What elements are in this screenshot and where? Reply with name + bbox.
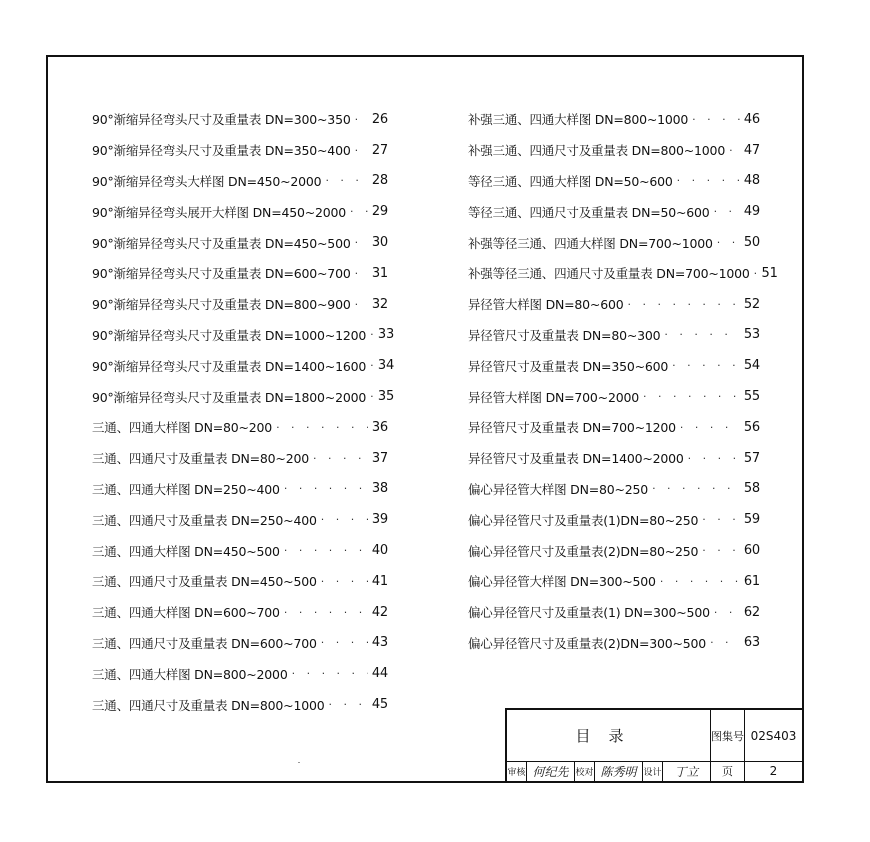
toc-entry-page: 29: [371, 204, 388, 220]
toc-entry: [468, 566, 760, 597]
toc-entry-page: 30: [371, 235, 388, 251]
toc-entry-page: 36: [371, 419, 388, 435]
dot-leader: [710, 205, 740, 218]
toc-entry: [92, 474, 388, 505]
toc-entry-page: 53: [743, 327, 760, 343]
dot-leader: [684, 452, 740, 465]
toc-entry-page: 31: [371, 265, 388, 281]
dot-leader: [321, 174, 368, 187]
toc-entry: [92, 535, 388, 566]
toc-entry: [92, 320, 395, 351]
dot-leader: [698, 513, 740, 526]
toc-entry-page: 26: [371, 111, 388, 127]
page-number: 2: [769, 764, 778, 778]
dot-leader: [668, 359, 740, 372]
toc-entry-page: 58: [743, 481, 760, 497]
dot-leader: [656, 575, 740, 588]
toc-entry-title: 三通、四通大样图 DN=80~200: [92, 420, 273, 436]
toc-entry-title: 补强等径三通、四通尺寸及重量表 DN=700~1000: [468, 266, 750, 282]
toc-entry-page: 32: [371, 296, 388, 312]
design-signature: 丁立: [663, 761, 711, 781]
toc-entry-title: 异径管尺寸及重量表 DN=350~600: [468, 358, 669, 374]
toc-entry: [92, 381, 395, 412]
toc-entry-title: 90°渐缩异径弯头尺寸及重量表 DN=1000~1200: [92, 327, 367, 343]
toc-entry-title: 三通、四通大样图 DN=250~400: [92, 481, 280, 497]
toc-entry-page: 35: [377, 389, 395, 405]
toc-entry-page: 50: [743, 235, 760, 251]
toc-entry: [92, 566, 388, 597]
toc-entry-page: 51: [761, 265, 778, 281]
toc-entry: [468, 381, 760, 412]
toc-entry-page: 63: [743, 635, 760, 651]
toc-entry: [468, 227, 760, 258]
toc-entry: [92, 166, 388, 197]
dot-leader: [366, 328, 374, 341]
dot-leader: [698, 544, 740, 557]
toc-entry: [92, 289, 388, 320]
toc-entry-title: 补强三通、四通尺寸及重量表 DN=800~1000: [468, 143, 726, 159]
toc-entry-title: 90°渐缩异径弯头尺寸及重量表 DN=1400~1600: [92, 358, 367, 374]
dot-leader: [346, 205, 368, 218]
toc-entry-page: 48: [743, 173, 760, 189]
dot-leader: [366, 390, 374, 403]
dot-leader: [351, 236, 368, 249]
atlas-number-label: 图集号: [711, 710, 745, 761]
check-signature: 陈秀明: [595, 761, 643, 781]
page-label: 页: [711, 761, 745, 781]
toc-entry-page: 45: [371, 697, 388, 713]
dot-leader: [317, 575, 368, 588]
title-block: [505, 708, 802, 781]
toc-entry: [468, 135, 760, 166]
toc-entry-page: 34: [377, 358, 395, 374]
toc-entry-title: 90°渐缩异径弯头尺寸及重量表 DN=1800~2000: [92, 389, 367, 405]
toc-entry: [92, 412, 388, 443]
toc-entry-title: 90°渐缩异径弯头大样图 DN=450~2000: [92, 173, 322, 189]
toc-entry-page: 40: [371, 543, 388, 559]
dot-leader: [288, 667, 368, 680]
toc-entry: [468, 350, 760, 381]
toc-entry-page: 27: [371, 142, 388, 158]
toc-entry: [92, 504, 388, 535]
toc-entry-title: 偏心异径管尺寸及重量表(1)DN=80~250: [468, 512, 699, 528]
toc-entry: [468, 166, 760, 197]
toc-entry-page: 37: [371, 450, 388, 466]
sheet-title: 目录: [507, 710, 711, 761]
toc-entry-title: 补强三通、四通大样图 DN=800~1000: [468, 112, 689, 128]
scan-speck: [298, 762, 300, 763]
toc-entry-title: 90°渐缩异径弯头尺寸及重量表 DN=300~350: [92, 112, 351, 128]
toc-entry-title: 等径三通、四通大样图 DN=50~600: [468, 173, 673, 189]
dot-leader: [706, 636, 740, 649]
toc-entry: [468, 289, 760, 320]
design-label: 设计: [643, 761, 663, 781]
toc-entry-title: 异径管尺寸及重量表 DN=1400~2000: [468, 451, 684, 467]
toc-entry-page: 61: [743, 573, 760, 589]
toc-entry-page: 38: [371, 481, 388, 497]
title-block-signature-row: [507, 761, 802, 781]
toc-entry: [92, 196, 388, 227]
toc-entry: [92, 628, 388, 659]
review-label: 审核: [507, 761, 527, 781]
toc-entry-title: 三通、四通尺寸及重量表 DN=450~500: [92, 574, 317, 590]
toc-entry-title: 90°渐缩异径弯头尺寸及重量表 DN=800~900: [92, 297, 351, 313]
toc-entry-page: 28: [371, 173, 388, 189]
toc-entry-page: 62: [743, 604, 760, 620]
toc-entry-title: 90°渐缩异径弯头尺寸及重量表 DN=450~500: [92, 235, 351, 251]
toc-entry-title: 偏心异径管尺寸及重量表(2)DN=300~500: [468, 635, 707, 651]
toc-entry: [92, 135, 388, 166]
review-signature: 何纪先: [527, 761, 575, 781]
toc-entry: [468, 504, 760, 535]
dot-leader: [280, 544, 368, 557]
toc-entry: [468, 104, 760, 135]
toc-entry: [92, 350, 395, 381]
dot-leader: [309, 452, 368, 465]
toc-right-column: [468, 104, 778, 658]
dot-leader: [280, 482, 368, 495]
toc-entry: [468, 597, 760, 628]
toc-entry-title: 三通、四通尺寸及重量表 DN=800~1000: [92, 697, 325, 713]
toc-entry-page: 55: [743, 389, 760, 405]
toc-entry-page: 46: [743, 111, 760, 127]
dot-leader: [280, 606, 368, 619]
toc-entry-title: 90°渐缩异径弯头尺寸及重量表 DN=600~700: [92, 266, 351, 282]
toc-entry-title: 异径管大样图 DN=700~2000: [468, 389, 639, 405]
dot-leader: [713, 236, 740, 249]
toc-entry-page: 59: [743, 512, 760, 528]
toc-entry-title: 三通、四通尺寸及重量表 DN=80~200: [92, 451, 309, 467]
toc-entry-page: 60: [743, 543, 760, 559]
toc-entry: [468, 535, 760, 566]
toc-entry-page: 44: [371, 666, 388, 682]
toc-entry-page: 49: [743, 204, 760, 220]
toc-entry-title: 异径管尺寸及重量表 DN=700~1200: [468, 420, 676, 436]
toc-entry-title: 异径管尺寸及重量表 DN=80~300: [468, 327, 661, 343]
toc-entry: [468, 196, 760, 227]
toc-entry: [92, 258, 388, 289]
dot-leader: [676, 421, 740, 434]
dot-leader: [351, 298, 368, 311]
toc-entry-title: 三通、四通尺寸及重量表 DN=250~400: [92, 512, 317, 528]
dot-leader: [648, 482, 740, 495]
toc-entry: [468, 474, 760, 505]
dot-leader: [710, 606, 740, 619]
dot-leader: [324, 698, 368, 711]
dot-leader: [725, 144, 740, 157]
toc-entry-page: 54: [743, 358, 760, 374]
check-label: 校对: [575, 761, 595, 781]
toc-entry: [92, 104, 388, 135]
toc-entry-title: 90°渐缩异径弯头尺寸及重量表 DN=350~400: [92, 143, 351, 159]
toc-entry-title: 偏心异径管尺寸及重量表(2)DN=80~250: [468, 543, 699, 559]
toc-entry-page: 43: [371, 635, 388, 651]
toc-entry: [468, 412, 760, 443]
dot-leader: [351, 267, 368, 280]
toc-entry: [92, 443, 388, 474]
toc-entry-page: 56: [743, 419, 760, 435]
toc-entry-page: 57: [743, 450, 760, 466]
toc-entry: [468, 628, 760, 659]
toc-entry-page: 42: [371, 604, 388, 620]
toc-entry-title: 偏心异径管大样图 DN=300~500: [468, 574, 656, 590]
toc-entry-title: 三通、四通大样图 DN=450~500: [92, 543, 280, 559]
dot-leader: [750, 267, 758, 280]
toc-entry-page: 39: [371, 512, 388, 528]
atlas-number: 02S403: [750, 728, 797, 743]
dot-leader: [660, 328, 740, 341]
toc-entry: [468, 258, 778, 289]
dot-leader: [688, 113, 740, 126]
title-block-top-row: [507, 710, 802, 762]
dot-leader: [623, 298, 740, 311]
dot-leader: [351, 144, 368, 157]
toc-entry: [468, 320, 760, 351]
toc-entry-title: 三通、四通尺寸及重量表 DN=600~700: [92, 635, 317, 651]
toc-entry: [92, 689, 388, 720]
toc-entry-page: 47: [743, 142, 760, 158]
dot-leader: [317, 636, 368, 649]
toc-entry-title: 偏心异径管尺寸及重量表(1) DN=300~500: [468, 605, 710, 621]
toc-entry-title: 异径管大样图 DN=80~600: [468, 297, 624, 313]
toc-entry-title: 三通、四通大样图 DN=600~700: [92, 605, 280, 621]
toc-entry-page: 33: [377, 327, 395, 343]
toc-entry: [92, 227, 388, 258]
toc-entry: [92, 658, 388, 689]
dot-leader: [317, 513, 368, 526]
toc-entry-page: 41: [371, 573, 388, 589]
toc-entry: [468, 443, 760, 474]
dot-leader: [366, 359, 374, 372]
toc-entry-page: 52: [743, 296, 760, 312]
toc-entry-title: 三通、四通大样图 DN=800~2000: [92, 666, 288, 682]
toc-entry-title: 偏心异径管大样图 DN=80~250: [468, 481, 649, 497]
dot-leader: [639, 390, 740, 403]
toc-entry: [92, 597, 388, 628]
dot-leader: [272, 421, 368, 434]
toc-entry-title: 等径三通、四通尺寸及重量表 DN=50~600: [468, 204, 710, 220]
toc-entry-title: 补强等径三通、四通大样图 DN=700~1000: [468, 235, 713, 251]
toc-left-column: [92, 104, 395, 720]
dot-leader: [351, 113, 368, 126]
toc-entry-title: 90°渐缩异径弯头展开大样图 DN=450~2000: [92, 204, 347, 220]
dot-leader: [673, 174, 740, 187]
